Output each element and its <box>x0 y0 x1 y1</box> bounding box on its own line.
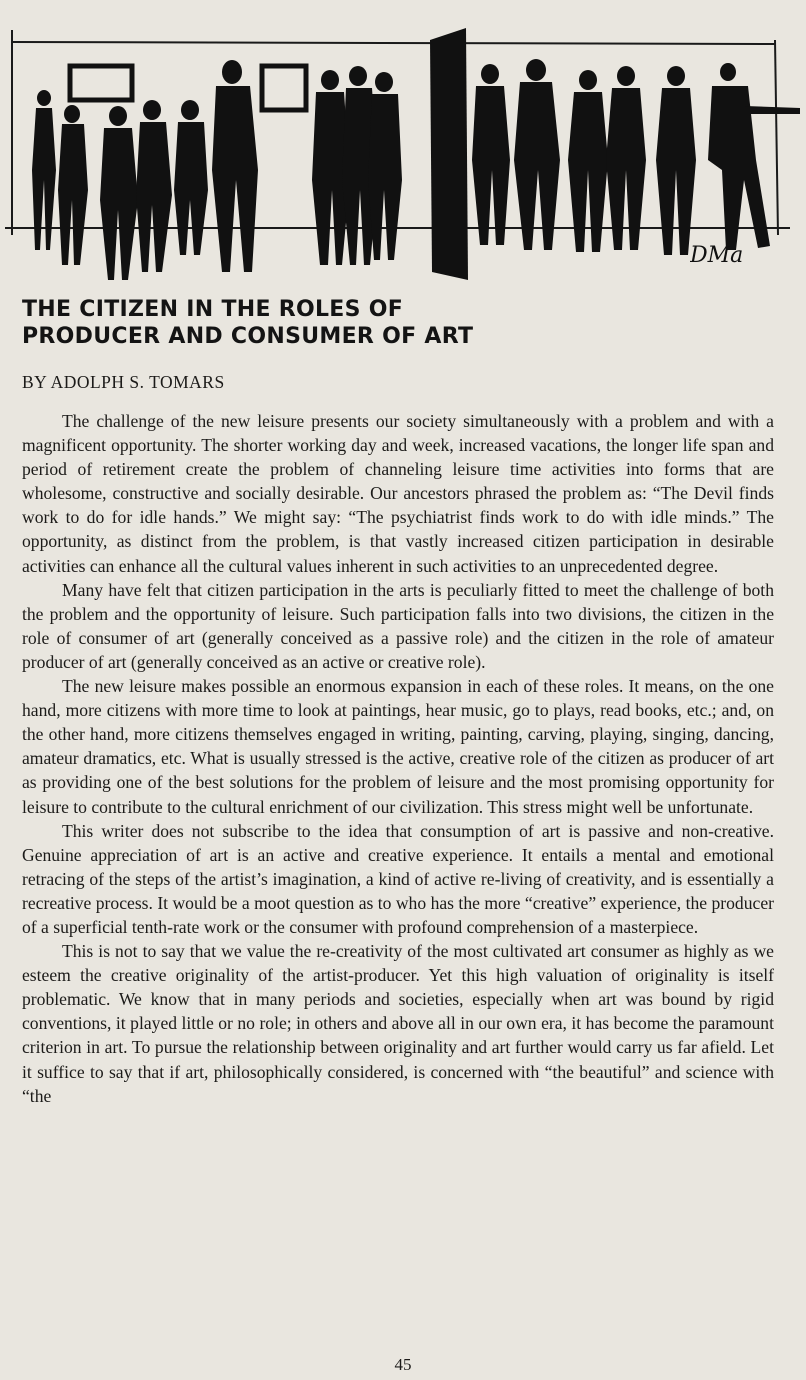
paragraph-4: This writer does not subscribe to the idea that consumption of art is passive and non-creative. Genuine appreciation of art is an active and creative experience. It entails a mental and emotional retracing of the steps of the artist’s imagination, a kind of active re-living of creativity, and is essentially a recreative process. It would be a moot question as to who has the more “creative” experience, the producer of a superficial tenth-rate work or the consumer with profound comprehension of a masterpiece. <box>22 820 774 937</box>
paragraph-1: The challenge of the new leisure presents our society simultaneously with a problem and with a magnificent opportunity. The shorter working day and week, increased vacations, the longer life span and period of retirement create the problem of channeling leisure time activities into forms that are wholesome, constructive and socially desirable. Our ancestors phrased the problem as: “The Devil finds work to do for idle hands.” We might say: “The psychiatrist finds work to do with idle minds.” The opportunity, as distinct from the problem, is that vastly increased citizen participation in desirable activities can enhance all the cultural values inherent in such activities to an unprecedented degree. <box>22 411 774 576</box>
paragraph-5: This is not to say that we value the re-creativity of the most cultivated art consumer as highly as we esteem the creative originality of the artist-producer. Yet this high valuation of originality is itself problematic. We know that in many periods and societies, especially when art was bound by rigid conventions, it played little or no role; in others and above all in our own era, it has become the paramount criterion in art. To pursue the relationship between originality and art further would carry us far afield. Let it suffice to say that if art, philosophically considered, is concerned with “the beautiful” and science with “the <box>22 941 774 1106</box>
title-line-2: PRODUCER AND CONSUMER OF ART <box>22 324 474 349</box>
artist-signature <box>690 242 770 272</box>
article-body <box>22 409 774 1108</box>
author-byline: BY ADOLPH S. TOMARS <box>22 372 225 392</box>
page-title <box>22 296 782 350</box>
paragraph-2: Many have felt that citizen participation in the arts is peculiarly fitted to meet the challenge of both the problem and the opportunity of leisure. Such participation falls into two divisions, the citizen in the role of consumer of art (generally conceived as a passive role) and the citizen in the role of amateur producer of art (generally conceived as an active or creative role). <box>22 579 774 672</box>
title-line-1: THE CITIZEN IN THE ROLES OF <box>22 297 404 322</box>
header-illustration <box>0 10 806 290</box>
artist-signature-text: DMa <box>690 243 744 268</box>
page-number: 45 <box>394 1355 412 1374</box>
gallery-crowd-sketch-icon <box>0 10 806 290</box>
paragraph-3: The new leisure makes possible an enormous expansion in each of these roles. It means, on the one hand, more citizens with more time to look at paintings, hear music, go to plays, read books, etc.; and, on the other hand, more citizens themselves engaged in writing, painting, carving, playing, singing, dancing, amateur dramatics, etc. What is usually stressed is the active, creative role of the citizen as producer of art as providing one of the best solutions for the problem of leisure and the most promising opportunity for leisure to contribute to the cultural enrichment of our civilization. This stress might well be unfortunate. <box>22 676 774 817</box>
